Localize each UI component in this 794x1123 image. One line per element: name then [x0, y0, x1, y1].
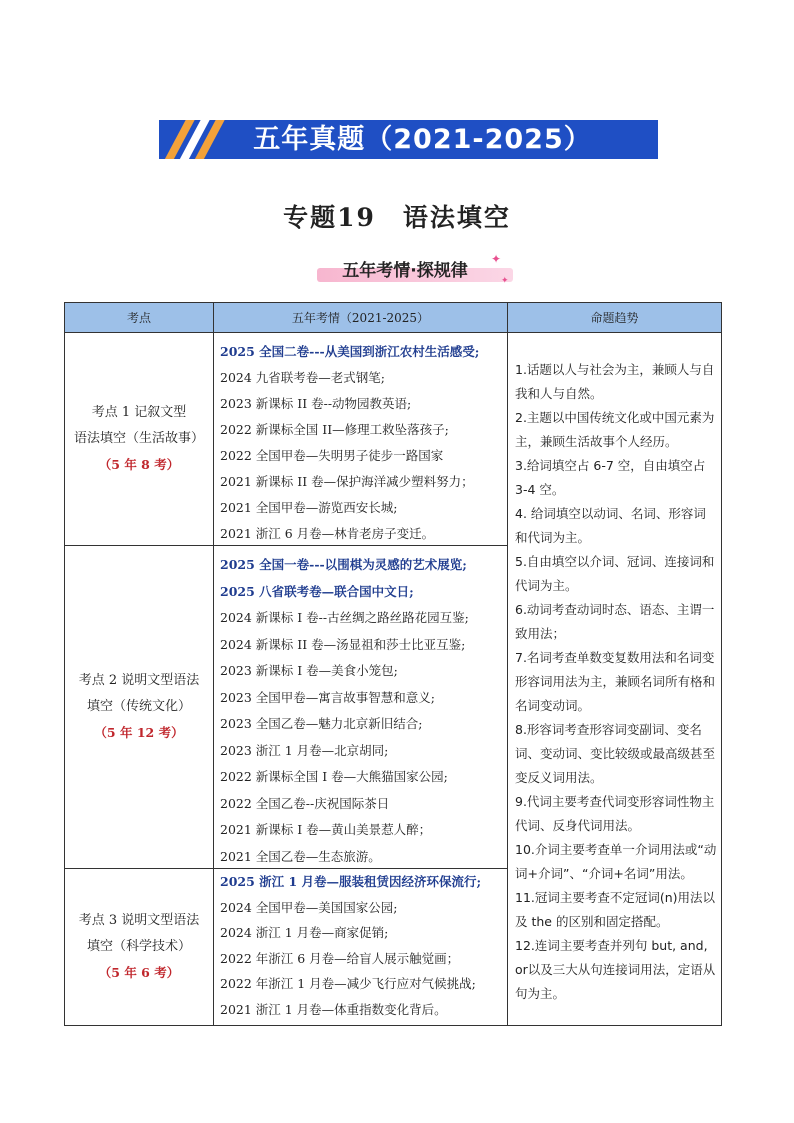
trend-item: 8.形容词考查形容词变副词、变名词、变动词、变比较级或最高级甚至变反义词用法。	[515, 722, 716, 785]
section-subtitle	[315, 252, 509, 286]
trend-cell	[508, 333, 721, 1025]
exam-count: （5 年 12 考）	[94, 725, 184, 740]
paper-item: 2022 年浙江 6 月卷—给盲人展示触觉画；	[220, 950, 460, 966]
kaodian-line: 语法填空（生活故事）	[73, 431, 204, 446]
trend-item: 12.连词主要考查并列句 but, and, or以及三大从句连接词用法，定语从句为主。	[515, 938, 716, 1001]
paper-item: 2023 全国甲卷—寓言故事智慧和意义;	[220, 689, 435, 705]
paper-item: 2021 浙江 6 月卷—林肯老房子变迁。	[220, 526, 435, 541]
header-five-years: 五年考情（2021-2025）	[214, 303, 507, 332]
sparkle-icon: ✦	[491, 252, 502, 266]
trend-item: 5.自由填空以介词、冠词、连接词和代词为主。	[515, 554, 715, 593]
header-trend: 命题趋势	[508, 303, 721, 332]
trend-item: 6.动词考查动词时态、语态、主谓一致用法；	[515, 602, 715, 641]
trend-item: 10.介词主要考查单一介词用法或“动词+介词”、“介词+名词”用法。	[515, 842, 717, 881]
paper-item: 2023 全国乙卷—魅力北京新旧结合;	[220, 716, 423, 731]
trend-item: 4. 给词填空以动词、名词、形容词和代词为主。	[515, 506, 706, 545]
paper-item: 2024 全国甲卷—美国国家公园;	[220, 899, 398, 915]
paper-item: 2022 新课标全国 I 卷—大熊猫国家公园;	[220, 769, 448, 784]
kaodian-cell	[65, 869, 213, 1025]
paper-item: 2023 新课标 I 卷—美食小笼包;	[220, 663, 398, 678]
paper-item: 2022 全国甲卷—失明男子徒步一路国家	[220, 448, 444, 463]
papers-cell	[214, 546, 507, 868]
trend-item: 1.话题以人与社会为主，兼顾人与自我和人与自然。	[515, 362, 715, 401]
sparkle-icon: ✦	[501, 276, 509, 286]
paper-item: 2025 八省联考卷—联合国中文日;	[220, 583, 414, 599]
banner-title: 五年真题（2021-2025）	[253, 124, 592, 155]
paper-item: 2025 浙江 1 月卷—服装租赁因经济环保流行;	[220, 874, 482, 889]
kaodian-line: 考点 2 说明文型语法	[78, 673, 200, 688]
paper-item: 2021 新课标 II 卷—保护海洋减少塑料努力；	[220, 474, 474, 489]
exam-count: （5 年 8 考）	[98, 457, 180, 472]
exam-table	[64, 302, 722, 1026]
subtitle-text: 五年考情·探规律	[342, 261, 468, 281]
paper-item: 2022 新课标全国 II—修理工救坠落孩子;	[220, 422, 449, 437]
papers-cell	[214, 869, 507, 1025]
paper-item: 2024 浙江 1 月卷—商家促销;	[220, 925, 389, 940]
paper-item: 2021 全国乙卷—生态旅游。	[220, 848, 381, 864]
paper-item: 2023 浙江 1 月卷—北京胡同;	[220, 742, 389, 758]
paper-item: 2022 年浙江 1 月卷—减少飞行应对气候挑战;	[220, 976, 476, 991]
paper-item: 2021 新课标 I 卷—黄山美景惹人醉；	[220, 822, 432, 837]
exam-count: （5 年 6 考）	[98, 965, 180, 980]
paper-item: 2022 全国乙卷--庆祝国际茶日	[220, 795, 390, 811]
paper-item: 2025 全国一卷---以围棋为灵感的艺术展览;	[220, 557, 467, 572]
trend-item: 9.代词主要考查代词变形容词性物主代词、反身代词用法。	[515, 794, 715, 833]
paper-item: 2024 九省联考卷—老式钢笔;	[220, 370, 385, 385]
trend-item: 11.冠词主要考查不定冠词(n)用法以及 the 的区别和固定搭配。	[515, 890, 716, 929]
topic-title: 专题19 语法填空	[283, 203, 511, 232]
paper-item: 2025 全国二卷---从美国到浙江农村生活感受;	[220, 344, 480, 359]
paper-item: 2021 全国甲卷—游览西安长城;	[220, 500, 398, 515]
kaodian-line: 填空（传统文化）	[86, 699, 191, 714]
paper-item: 2023 新课标 II 卷--动物园教英语;	[220, 396, 412, 411]
trend-item: 7.名词考查单数变复数用法和名词变形容词用法为主，兼顾名词所有格和名词变动词。	[515, 650, 716, 713]
trend-item: 2.主题以中国传统文化或中国元素为主，兼顾生活故事个人经历。	[515, 410, 715, 449]
kaodian-line: 考点 1 记叙文型	[91, 405, 187, 420]
title-banner	[159, 120, 658, 159]
kaodian-cell	[65, 546, 213, 868]
trend-item: 3.给词填空占 6-7 空，自由填空占 3-4 空。	[515, 458, 706, 497]
paper-item: 2024 新课标 II 卷—汤显祖和莎士比亚互鉴;	[220, 636, 466, 652]
paper-item: 2024 新课标 I 卷--古丝绸之路丝路花园互鉴;	[220, 610, 469, 625]
kaodian-cell	[65, 333, 213, 545]
paper-item: 2021 浙江 1 月卷—体重指数变化背后。	[220, 1001, 447, 1017]
papers-cell	[214, 333, 507, 545]
kaodian-line: 填空（科学技术）	[86, 939, 191, 954]
header-kaodian: 考点	[65, 303, 213, 332]
kaodian-line: 考点 3 说明文型语法	[78, 913, 200, 928]
